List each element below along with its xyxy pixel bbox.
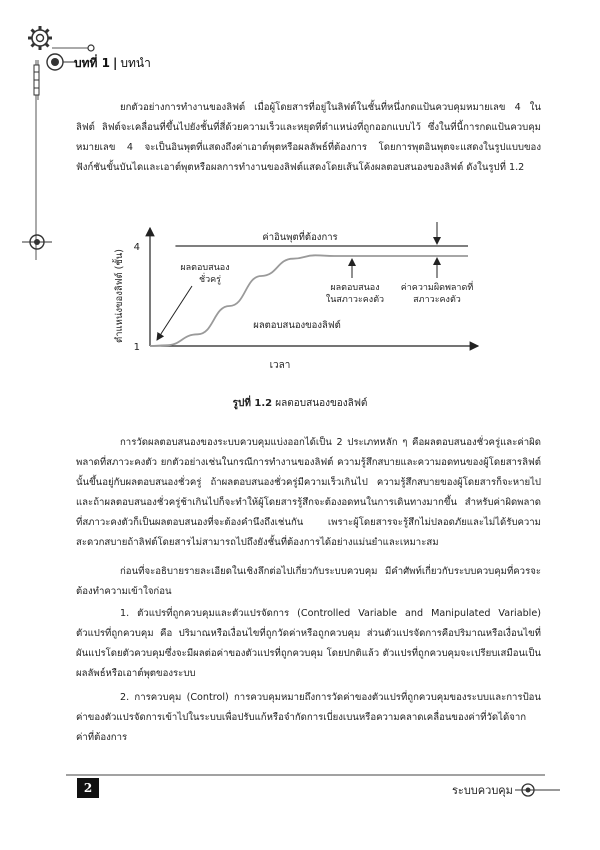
annotation-transient-1: ผลตอบสนอง [180,263,230,273]
annotation-steady-1: ผลตอบสนอง [330,283,380,293]
annotation-sse-1: ค่าความผิดพลาดที่ [400,283,474,293]
paragraph-2: การวัดผลตอบสนองของระบบควบคุมแบ่งออกได้เป็น 2 ประเภทหลัก ๆ คือผลตอบสนองชั่วครู่และค่าผิดพลาดที่สภาวะคงตัว ยกตัวอย่างเช่นในกรณีการทำงานของลิฟต์ ความรู้สึกสบายและความอดทนของผู้โดยสารลิฟต์นั้นขึ้นอยู่กับผลตอบสนองชั่วครู่ ถ้าผลตอบสนองชั่วครู่มีความเร็วเกินไป ความรู้สึกสบายของผู้โดยสารก็จะหายไป และถ้าผลตอบสนองชั่วครู่ช้าเกินไปก็จะทำให้ผู้โดยสารรู้สึกจะต้องอดทนในการเดินทางมากขึ้น สำหรับค่าผิดพลาดที่สภาวะคงตัวก็เป็นผลตอบสนองที่จะต้องคำนึงถึงเช่นกัน เพราะผู้โดยสารจะรู้สึกไม่ปลอดภัยและไม่ได้รับความสะดวกสบายถ้าลิฟต์โดยสารไม่สามารถไปถึงยังชั้นที่ต้องการได้อย่างแม่นยำและเหมาะสม [76,437,541,548]
elevator-response-chart [0,210,600,400]
annotation-desired-input: ค่าอินพุตที่ต้องการ [262,232,338,243]
y-tick-label: 1 [133,342,140,353]
annotation-transient-2: ชั่วครู่ [198,275,222,285]
chapter-header [74,54,151,73]
annotation-elevator-response: ผลตอบสนองของลิฟต์ [253,320,341,331]
y-tick-label: 4 [133,242,140,253]
paragraph-5: 2. การควบคุม (Control) การควบคุมหมายถึงการวัดค่าของตัวแปรที่ถูกควบคุมของระบบและการป้อนค่าของตัวแปรจัดการเข้าไปในระบบเพื่อปรับแก้หรือจำกัดการเบี่ยงเบนหรือความคลาดเคลื่อนของค่าที่วัดได้จากค่าที่ต้องการ [76,692,541,743]
target-icon [47,54,63,70]
paragraph-4: 1. ตัวแปรที่ถูกควบคุมและตัวแปรจัดการ (Controlled Variable and Manipulated Variable) ตัวแปรที่ถูกควบคุม คือ ปริมาณหรือเงื่อนไขที่ถูกวัดค่าหรือถูกควบคุม ส่วนตัวแปรจัดการคือปริมาณหรือเงื่อนไขที่ผันแปรโดยตัวควบคุมซึ่งจะมีผลต่อค่าของตัวแปรที่ถูกควบคุม โดยปกติแล้ว ตัวแปรที่ถูกควบคุมจะเปรียบเสมือนเป็นผลลัพธ์หรือเอาต์พุตของระบบ [76,608,541,679]
ring-icon [88,45,94,51]
chapter-label: บทที่ 1 [74,56,110,70]
annotation-sse-2: สภาวะคงตัว [413,295,461,305]
figure-caption-label: รูปที่ 1.2 [232,398,273,409]
footer-book-title: ระบบควบคุม [452,784,513,797]
chapter-title: บทนำ [120,56,151,70]
gear-icon [28,26,52,50]
paragraph-1: ยกตัวอย่างการทำงานของลิฟต์ เมื่อผู้โดยสารที่อยู่ในลิฟต์ในชั้นที่หนึ่งกดแป้นควบคุมหมายเลข 4 ในลิฟต์ ลิฟต์จะเคลื่อนที่ขึ้นไปยังชั้นที่สี่ด้วยความเร็วและหยุดที่ตำแหน่งที่ถูกออกแบบไว้ ซึ่งในที่นี้การกดแป้นควบคุมหมายเลข 4 จะเป็นอินพุตที่แสดงถึงค่าเอาต์พุตหรือผลลัพธ์ที่ต้องการ โดยการพุตอินพุตจะแสดงในรูปแบบของฟังก์ชันขั้นบันไดและเอาต์พุตหรือผลการทำงานของลิฟต์แสดงโดยเส้นโค้งผลตอบสนองของลิฟต์ ดังในรูปที่ 1.2 [76,102,541,173]
x-axis-label: เวลา [269,360,291,371]
page-number: 2 [77,778,99,798]
y-axis-label: ตำแหน่งของลิฟต์ (ชั้น) [114,249,125,343]
annotation-steady-2: ในสภาวะคงตัว [325,295,385,305]
figure-caption-text: ผลตอบสนองของลิฟต์ [275,398,368,409]
figure-caption [0,396,600,411]
paragraph-3: ก่อนที่จะอธิบายรายละเอียดในเชิงลึกต่อไปเกี่ยวกับระบบควบคุม มีคำศัพท์เกี่ยวกับระบบควบคุมที่ควรจะต้องทำความเข้าใจก่อน [76,566,541,597]
chapter-separator: | [112,56,118,70]
annotation-transient-arrow [157,286,192,340]
